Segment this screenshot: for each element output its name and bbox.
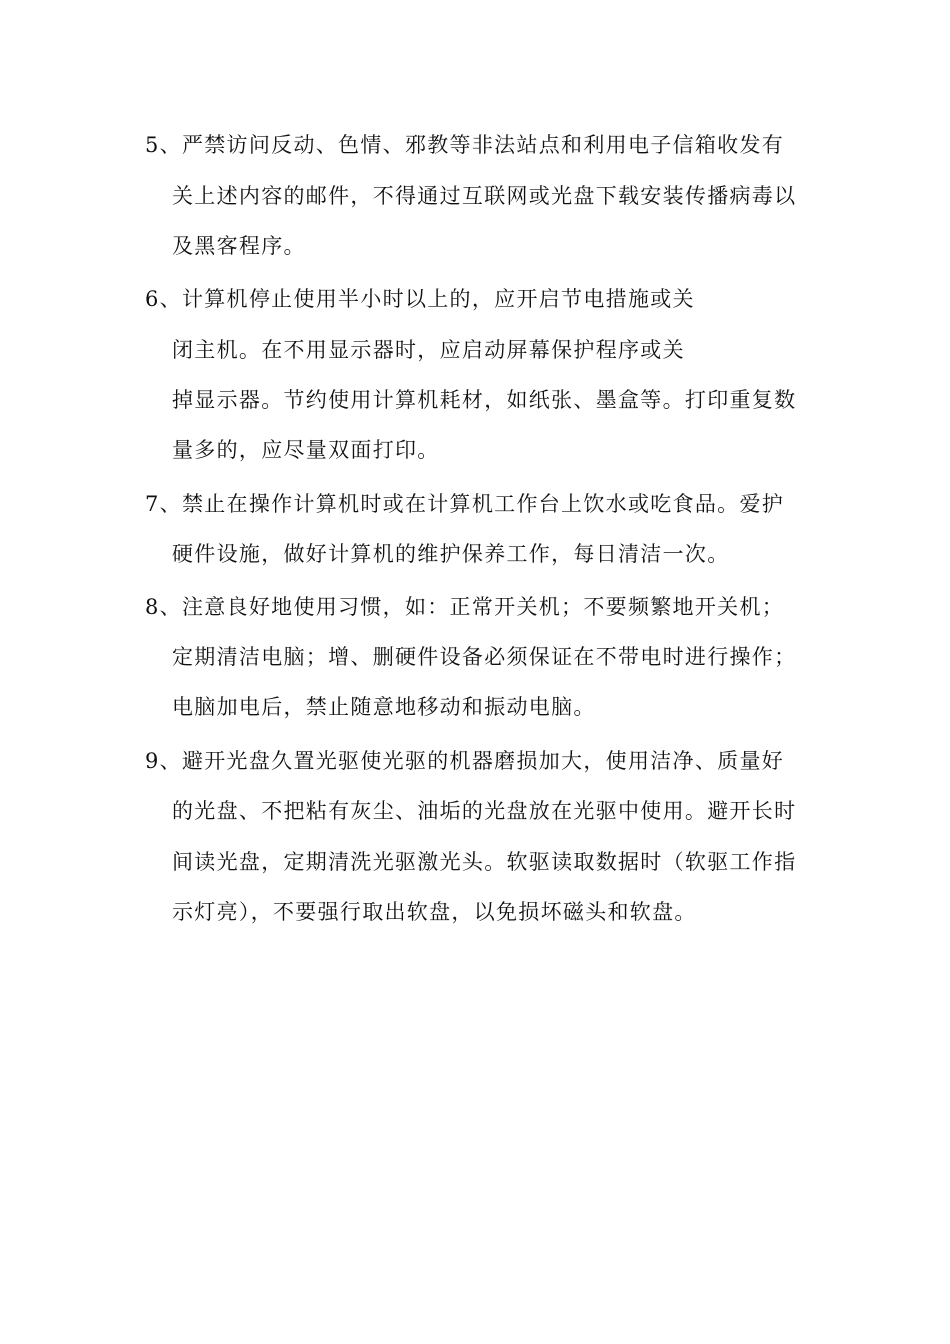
item-6-line-2: 闭主机。在不用显示器时，应启动屏幕保护程序或关	[172, 338, 685, 362]
item-9-line-4: 示灯亮），不要强行取出软盘，以免损坏磁头和软盘。	[172, 900, 697, 924]
item-6-line-4: 量多的，应尽量双面打印。	[172, 438, 440, 462]
item-6-line-1: 6、计算机停止使用半小时以上的，应开启节电措施或关	[145, 287, 695, 311]
item-5-line-3: 及黑客程序。	[172, 234, 306, 258]
item-6-line-3: 掉显示器。节约使用计算机耗材，如纸张、墨盒等。打印重复数	[172, 388, 797, 412]
item-9-line-1: 9、避开光盘久置光驱使光驱的机器磨损加大，使用洁净、质量好	[145, 749, 785, 773]
item-8-line-1: 8、注意良好地使用习惯，如：正常开关机；不要频繁地开关机；	[145, 595, 785, 619]
item-7-line-1: 7、禁止在操作计算机时或在计算机工作台上饮水或吃食品。爱护	[145, 492, 785, 516]
item-5-line-1: 5、严禁访问反动、色情、邪教等非法站点和利用电子信箱收发有	[145, 133, 785, 157]
item-8-line-3: 电脑加电后，禁止随意地移动和振动电脑。	[172, 695, 596, 719]
item-9-line-2: 的光盘、不把粘有灰尘、油垢的光盘放在光驱中使用。避开长时	[172, 799, 797, 823]
item-5-line-2: 关上述内容的邮件，不得通过互联网或光盘下载安装传播病毒以	[172, 184, 797, 208]
item-9-line-3: 间读光盘，定期清洗光驱激光头。软驱读取数据时（软驱工作指	[172, 850, 797, 874]
item-7-line-2: 硬件设施，做好计算机的维护保养工作，每日清洁一次。	[172, 542, 730, 566]
item-8-line-2: 定期清洁电脑；增、删硬件设备必须保证在不带电时进行操作；	[172, 645, 797, 669]
